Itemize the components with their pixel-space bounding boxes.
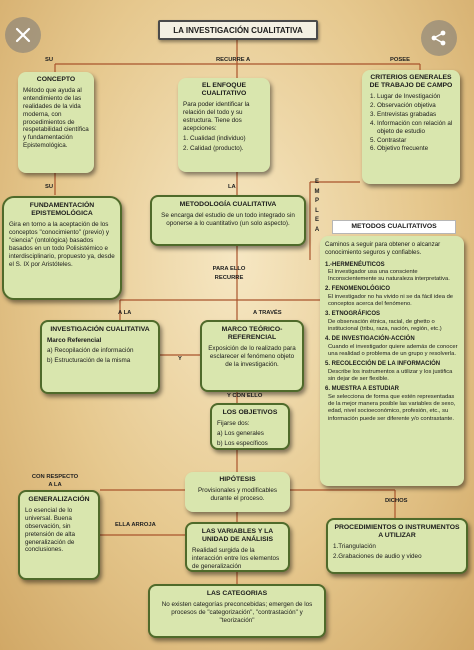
metodos-item: 3. ETNOGRÁFICOS De observación étnica, racial, de ghetto o institucional (tribu, raza, nación, región, etc.) [325,311,442,333]
criterios-item: 2. Observación objetiva [377,102,455,110]
label-con-respecto: CON RESPECTO A LA [31,474,79,488]
hipotesis-title: HIPÓTESIS [219,476,256,483]
investigacion-item: b) Estructuración de la misma [47,356,131,364]
hipotesis-text: Provisionales y modificables durante el proceso. [197,487,278,503]
metodologia-box [150,195,306,246]
objetivos-item: a) Los generales [217,430,264,438]
investigacion-item: a) Recopilación de información [47,347,134,355]
enfoque-item: 1. Cualidad (individuo) [183,134,246,142]
enfoque-item: 2. Calidad (producto). [183,144,244,152]
metodos-item: 4. DE INVESTIGACIÓN-ACCIÓN Cuando el investigador quiere además de conocer una realidad o problema de un grupo y resolverla. [325,336,458,358]
objetivos-title: LOS OBJETIVOS [222,409,278,416]
criterios-item: 3. Entrevistas grabadas [377,111,455,119]
metodos-box [320,236,464,486]
label-recurre-a: RECURRE A [216,57,251,63]
categorias-box [148,584,326,638]
label-la: LA [228,184,236,190]
fundamentacion-box [2,196,122,300]
close-icon [14,26,32,44]
criterios-title: CRITERIOS GENERALES DE TRABAJO DE CAMPO [369,74,453,90]
marco-title: MARCO TEÓRICO-REFERENCIAL [221,326,283,342]
metodos-item: 6. MUESTRA A ESTUDIAR Se selecciona de forma que estén representadas de la mejor manera posible las variables de sexo, edad, nivel socioeconómico, profesión, etc., su información puede ser diferente y/o contrastante. [325,386,456,422]
label-su-left: SU [45,184,54,190]
label-a-la: A LA [118,310,132,316]
metodos-intro: Caminos a seguir para obtener o alcanzar conocimiento seguros y confiables. [325,241,441,256]
fundamentacion-text: Gira en torno a la aceptación de los conceptos "conocimiento" (previo) y "ciencia" (ontológica) basados basados en un todo Polisistémico e interdisciplinario, propuesto ya, desde el S. IX por Aristóteles. [9,221,115,268]
metodologia-title: METODOLOGÍA CUALITATIVA [179,201,277,208]
concepto-text: Método que ayuda al entendimiento de las realidades de la vida moderna, con procedimientos de respetabilidad científica y fundamentación Epistemológica. [23,87,89,150]
criterios-item: 4. Información con relación al objeto de estudio [377,120,455,136]
metodologia-text: Se encarga del estudio de un todo integrado sin oponerse a lo cuantitativo (un solo aspecto). [161,212,295,228]
enfoque-text: Para poder identificar la relación del todo y su estructura. Tiene dos acepciones: [183,101,250,132]
hipotesis-box [185,472,290,512]
variables-box [185,522,290,572]
generalizacion-box [18,490,100,580]
concepto-box [18,72,94,173]
metodos-item: 2. FENOMENOLÓGICO El investigador no ha vivido ni se da fácil idea de conceptos acerca del fenómeno. [325,286,454,308]
metodos-item: 5. RECOLECCIÓN DE LA INFORMACIÓN Describe los instrumentos a utilizar y los justifica sin dejar de ser flexible. [325,361,453,383]
procedimientos-box [326,518,468,574]
label-y: Y [178,356,182,362]
label-para-ello-recurre: PARA ELLO RECURRE [212,266,246,282]
marco-box [200,320,304,392]
criterios-item: 5. Contrastar [377,137,455,145]
objetivos-text: Fijarse dos: [217,420,250,428]
metodos-title-box [332,220,456,234]
concepto-title: CONCEPTO [36,76,76,83]
categorias-title: LAS CATEGORIAS [206,590,268,597]
generalizacion-title: GENERALIZACIÓN [28,496,90,503]
investigacion-sub: Marco Referencial [47,337,102,345]
share-icon [430,29,448,47]
label-y-con-ello: Y CON ELLO [227,393,263,399]
procedimientos-title: PROCEDIMIENTOS O INSTRUMENTOS A UTILIZAR [334,524,460,540]
label-posee: POSEE [390,57,410,63]
share-button[interactable] [421,20,457,56]
marco-text: Exposición de lo realizado para esclarecer el fenómeno objeto de la investigación. [208,345,296,369]
label-ella-arroja: ELLA ARROJA [115,522,156,528]
metodos-title: METODOS CUALITATIVOS [351,223,437,230]
categorias-text: No existen categorías preconcebidas; emergen de los procesos de "categorización", "contrastación" y "teorización" [161,601,313,624]
objetivos-item: b) Los específicos [217,439,268,447]
generalizacion-text: Lo esencial de lo universal. Buena observación, sin pretensión de alta generalización de conclusiones. [25,507,76,554]
criterios-item: 1. Lugar de Investigación [377,93,455,101]
criterios-item: 6. Objetivo frecuente [377,145,455,153]
label-su-top: SU [45,57,54,63]
criterios-box [362,70,460,184]
main-title: LA INVESTIGACIÓN CUALITATIVA [158,20,318,40]
enfoque-title: EL ENFOQUE CUALITATIVO [201,82,247,98]
investigacion-box [40,320,160,394]
procedimientos-item: 1.Triangulación [333,543,376,551]
objetivos-box [210,403,290,450]
procedimientos-item: 2.Grabaciones de audio y video [333,553,422,561]
enfoque-box [178,78,270,172]
variables-text: Realidad surgida de la interacción entre los elementos de generalización [192,547,280,571]
label-a-traves: A TRAVÉS [253,310,282,316]
close-button[interactable] [5,17,41,53]
label-emplea: E M P L E A [314,179,320,233]
variables-title: LAS VARIABLES Y LA UNIDAD DE ANÁLISIS [201,528,274,544]
fundamentacion-title: FUNDAMENTACIÓN EPISTEMOLÓGICA [29,202,95,218]
metodos-item: 1.-HERMENÉUTICOS El investigador usa una consciente Inconscientemente su naturaleza interpretativa. [325,261,450,283]
label-dichos: DICHOS [385,498,408,504]
investigacion-title: INVESTIGACIÓN CUALITATIVA [50,326,150,333]
